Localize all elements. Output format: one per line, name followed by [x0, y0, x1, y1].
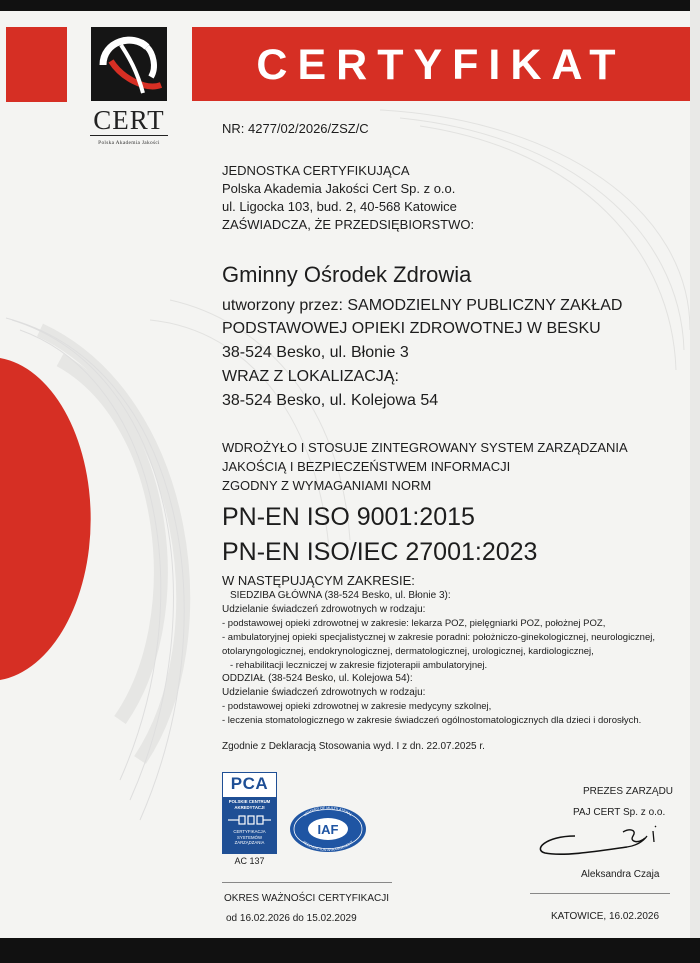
pca-cert-line: SYSTEMÓW [236, 834, 263, 840]
system-line: JAKOŚCIĄ I BEZPIECZEŃSTWEM INFORMACJI [222, 459, 511, 474]
scope-line: Udzielanie świadczeń zdrowotnych w rodzaju: [222, 604, 426, 615]
logo-red-block [6, 27, 67, 102]
logo-underline [90, 135, 168, 136]
scope-line: otolaryngologicznej, endokrynologicznej, dermatologicznej, urologicznej, kardiologicznej, [222, 646, 594, 657]
scope-line: Udzielanie świadczeń zdrowotnych w rodzaju: [222, 687, 426, 698]
pca-cert-type [222, 829, 277, 846]
pca-cert-line: CERTYFIKACJA [233, 829, 266, 834]
issuer-address: ul. Ligocka 103, bud. 2, 40-568 Katowice [222, 199, 457, 214]
pca-logo-text: PCA [230, 774, 269, 793]
pca-name-line: POLSKIE CENTRUM [228, 799, 271, 804]
pca-name [222, 799, 277, 810]
certificate-number: NR: 4277/02/2026/ZSZ/C [222, 121, 369, 136]
pca-cert-line: ZARZĄDZANIA [234, 840, 265, 845]
company-line: PODSTAWOWEJ OPIEKI ZDROWOTNEJ W BESKU [222, 320, 601, 337]
system-line: WDROŻYŁO I STOSUJE ZINTEGROWANY SYSTEM ZARZĄDZANIA [222, 440, 628, 455]
accreditation-number: AC 137 [234, 856, 265, 866]
iaf-mark [288, 804, 368, 854]
logo-subtitle: Polska Akademia Jakości [98, 140, 160, 146]
iaf-top-text: MEMBER OF MULTILATERAL [303, 805, 353, 818]
scope-line: - podstawowej opieki zdrowotnej w zakresie medycyny szkolnej, [222, 701, 492, 712]
signature-rule [530, 893, 670, 894]
certificate-title: CERTYFIKAT [256, 41, 626, 89]
company-name: Gminny Ośrodek Zdrowia [222, 262, 472, 287]
pca-symbol-icon [226, 813, 273, 827]
pca-logo-box [222, 772, 277, 798]
company-line: utworzony przez: SAMODZIELNY PUBLICZNY ZAKŁAD [222, 297, 623, 314]
scope-line: - leczenia stomatologicznego w zakresie świadczeń ogólnostomatologicznych dla dzieci i dorosłych. [222, 715, 642, 726]
signatory-company: PAJ CERT Sp. z o.o. [573, 807, 666, 818]
pca-name-line: AKREDYTACJI [234, 804, 265, 810]
standard-iso-9001: PN-EN ISO 9001:2015 [222, 503, 475, 531]
system-line: ZGODNY Z WYMAGANIAMI NORM [222, 478, 432, 493]
scope-line: SIEDZIBA GŁÓWNA (38-524 Besko, ul. Błonie 3): [230, 590, 451, 601]
company-line: 38-524 Besko, ul. Błonie 3 [222, 344, 409, 361]
iaf-logo-text: IAF [317, 822, 339, 837]
company-line: WRAZ Z LOKALIZACJĄ: [222, 368, 399, 385]
right-border [690, 0, 700, 963]
issuer-heading: JEDNOSTKA CERTYFIKUJĄCA [222, 163, 410, 178]
signatory-name: Aleksandra Czaja [581, 869, 660, 880]
signature-image [535, 822, 670, 862]
issuer-statement: ZAŚWIADCZA, ŻE PRZEDSIĘBIORSTWO: [222, 217, 475, 232]
declaration: Zgodnie z Deklaracją Stosowania wyd. I z dn. 22.07.2025 r. [222, 741, 485, 752]
issuer-name: Polska Akademia Jakości Cert Sp. z o.o. [222, 181, 456, 196]
standard-iso-27001: PN-EN ISO/IEC 27001:2023 [222, 538, 538, 566]
pca-accreditation-mark [222, 772, 277, 854]
validity-label: OKRES WAŻNOŚCI CERTYFIKACJI [224, 893, 390, 904]
logo-word: CERT [93, 105, 165, 135]
cert-q-logo [91, 27, 167, 101]
red-arc-decoration [0, 358, 91, 680]
scope-line: - ambulatoryjnej opieki specjalistycznej w zakresie poradni: położniczo-ginekologicznej, neurologicznej, [222, 632, 656, 643]
scope-line: - podstawowej opieki zdrowotnej w zakresie: lekarza POZ, pielęgniarki POZ, położnej POZ, [222, 618, 606, 629]
company-line: 38-524 Besko, ul. Kolejowa 54 [222, 392, 439, 409]
scope-heading: W NASTĘPUJĄCYM ZAKRESIE: [222, 573, 415, 588]
iaf-bottom-text: RECOGNITION ARRANGEMENT [302, 840, 354, 853]
validity-period: od 16.02.2026 do 15.02.2029 [226, 913, 357, 924]
validity-rule [222, 882, 392, 883]
bottom-border [0, 938, 700, 963]
scope-line: - rehabilitacji leczniczej w zakresie fizjoterapii ambulatoryjnej. [230, 660, 488, 671]
scope-line: ODDZIAŁ (38-524 Besko, ul. Kolejowa 54): [222, 673, 413, 684]
top-border [0, 0, 700, 11]
signatory-role: PREZES ZARZĄDU [583, 786, 674, 797]
place-and-date: KATOWICE, 16.02.2026 [551, 911, 660, 922]
